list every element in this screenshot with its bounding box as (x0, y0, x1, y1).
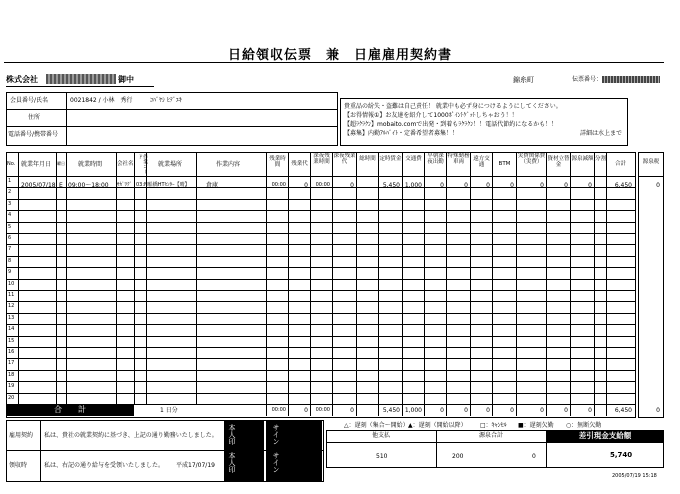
col-total: 合計 (614, 161, 626, 167)
stamp-label-2: 本人印 (228, 452, 236, 473)
net-label: 差引現金支給額 (578, 431, 632, 440)
row-number: 10 (8, 281, 15, 287)
summary-value-3: 0 (532, 453, 536, 460)
row-number: 14 (8, 326, 15, 332)
col-place: 就業場所 (158, 161, 183, 168)
col-early-late: 早朝深夜出勤 (427, 153, 444, 165)
col-transport: 交通費 (405, 156, 422, 162)
col-company: 会社名 (117, 161, 134, 167)
row-number: 11 (8, 292, 15, 298)
col-special-vehicle: 特殊勤務車両 (447, 153, 470, 165)
contract-text: 私は、貴社の就業契約に基づき、上記の通り勤務いたしました。 (44, 432, 218, 439)
col-distance-transport: 遠方交通 (473, 156, 490, 168)
row-number: 13 (8, 315, 15, 321)
totals-label: 合 計 (54, 405, 86, 414)
contract-label: 雇用契約 (9, 432, 34, 439)
member-id-label: 会員番号/氏名 (10, 97, 49, 104)
row1-company: ｻｶﾞﾜｸﾞ (117, 182, 133, 188)
row1-day: E (59, 182, 63, 189)
row1-garden: 0 (540, 182, 544, 189)
row-divider (6, 381, 635, 382)
row-divider (6, 301, 635, 302)
row1-overtime-hours: 00:00 (271, 182, 286, 188)
redacted-company-name (46, 74, 116, 84)
notice-tail: 詳細は水上まで (580, 130, 623, 137)
net-amount: 5,740 (610, 451, 633, 459)
row1-distance: 0 (486, 182, 490, 189)
tax-column (638, 152, 664, 418)
totals-total: 6,450 (614, 407, 632, 414)
row1-materials: 0 (564, 182, 568, 189)
row-divider (6, 324, 635, 325)
totals-early: 0 (440, 407, 444, 414)
row-number: 20 (8, 395, 15, 401)
col-night-overtime-pay: 深夜残業代 (333, 153, 356, 165)
row1-night-pay: 0 (350, 182, 354, 189)
row-divider (6, 336, 635, 337)
company-prefix: 株式会社 (6, 75, 38, 84)
totals-overtime-pay: 0 (304, 407, 308, 414)
row1-btm: 0 (510, 182, 514, 189)
member-kana: ｺﾊﾞﾔｼ ﾋﾃﾞﾕｷ (150, 97, 182, 104)
row1-place: 03:N船橋HTｾﾝﾀｰ【晴】 (136, 182, 190, 188)
row-number: 1 (8, 178, 12, 184)
slip-label: 伝票番号： (572, 76, 603, 83)
row-number: 12 (8, 303, 15, 309)
row-divider (6, 290, 635, 291)
document-title: 日給領収伝票 兼 日雇雇用契約書 (227, 48, 452, 63)
row-number: 5 (8, 224, 12, 230)
receipt-text: 私は、右記の通り給与を受領いたしました。 (44, 462, 165, 469)
title-rule (4, 62, 664, 63)
redacted-slip-number (602, 76, 660, 83)
col-deductions: 源泉減額 (571, 156, 594, 162)
row-divider (6, 370, 635, 371)
col-overtime-pay: 残業代 (291, 161, 308, 167)
row-divider (6, 313, 635, 314)
deduction-total-label: 源泉合計 (478, 432, 503, 439)
row-divider (6, 279, 635, 280)
col-total-hours: 総時間 (359, 156, 376, 162)
totals-materials: 0 (564, 407, 568, 414)
work-table (6, 152, 636, 418)
sign-label-2: サイン (272, 452, 280, 473)
notice-line-1: 貴重品の紛失・盗難は自己責任！ 就業中も必ず身につけるようにしてください。 (344, 103, 562, 110)
totals-garden: 0 (540, 407, 544, 414)
row-divider (6, 393, 635, 394)
totals-special: 0 (464, 407, 468, 414)
row1-base-pay: 5,450 (382, 182, 400, 189)
row-number: 16 (8, 349, 15, 355)
row1-early: 0 (440, 182, 444, 189)
row1-transport: 1,000 (404, 182, 422, 189)
row-divider (6, 256, 635, 257)
totals-transport: 1,000 (404, 407, 422, 414)
tax-header: 源泉税 (642, 159, 660, 165)
col-date: 就業年月日 (21, 161, 52, 168)
receipt-date: 平成17/07/19 (176, 462, 215, 469)
totals-night-pay: 0 (350, 407, 354, 414)
legend-late-absent: ■：遅刻欠勤 (518, 422, 554, 429)
row-divider (6, 233, 635, 234)
stamp-label-1: 本人印 (228, 424, 236, 445)
row1-night-hours: 00:00 (315, 182, 330, 188)
phone-label: 電話番号/携帯番号 (8, 131, 59, 138)
sign-label-1: サイン (272, 424, 280, 445)
legend-late-after: ▲：遅刻（開始以降） (408, 422, 467, 429)
row1-deductions: 0 (588, 182, 592, 189)
summary-value-2: 200 (452, 453, 464, 460)
row-divider (6, 347, 635, 348)
summary-value-1: 510 (376, 453, 388, 460)
totals-base-pay: 5,450 (382, 407, 400, 414)
branch-name: 錦糸町 (513, 76, 534, 84)
row1-special: 0 (464, 182, 468, 189)
address-label: 住所 (28, 114, 41, 121)
receipt-label: 領収時 (9, 462, 28, 469)
row-divider (6, 244, 635, 245)
col-split: 分割 (595, 156, 607, 162)
row1-content: 倉庫 (206, 182, 219, 189)
row-number: 15 (8, 338, 15, 344)
row-divider (6, 222, 635, 223)
member-id-value: 0021842 / 小林 秀行 (70, 97, 133, 104)
other-pay-label: 他支払 (371, 432, 390, 439)
company-underline (6, 86, 154, 87)
print-timestamp: 2005/07/19 15:18 (612, 473, 657, 479)
row1-overtime-pay: 0 (304, 182, 308, 189)
row-number: 6 (8, 235, 12, 241)
row-number: 9 (8, 269, 12, 275)
row-divider (6, 199, 635, 200)
col-garden-expenses: 実費関係費（実費） (517, 153, 546, 165)
col-overtime-hours: 残業時間 (269, 156, 286, 168)
notice-line-2: 【お得情報①】お友達を紹介して1000ﾎﾟｲﾝﾄｹﾞｯﾄしちゃおう！！ (344, 112, 518, 119)
notice-line-3: 【超ﾗｸﾗｸﾝ】mobaito.comで出発・到着もﾗｸﾗｸﾝ！！電話代節約になるかも！！ (344, 121, 558, 128)
row-divider (6, 267, 635, 268)
col-materials: 資材立替金 (547, 156, 570, 168)
totals-days: 1 日分 (160, 407, 178, 414)
row1-time: 09:00～18:00 (68, 182, 109, 189)
totals-distance: 0 (486, 407, 490, 414)
legend-late-before: △：遅刻（集合～開始） (344, 422, 409, 429)
totals-night-hours: 00:00 (315, 407, 330, 413)
col-no: No. (7, 161, 16, 167)
legend-no-show: ○：無断欠勤 (566, 422, 602, 429)
col-base-pay: 定時賃金 (379, 156, 402, 162)
col-time: 就業時間 (78, 161, 103, 168)
row-number: 18 (8, 372, 15, 378)
legend-cancel: □：ｷｬﾝｾﾙ (480, 422, 507, 429)
col-btm: BTM (498, 161, 511, 167)
totals-deductions: 0 (588, 407, 592, 414)
col-work-code: 作業コード (137, 154, 148, 174)
row-number: 7 (8, 246, 12, 252)
row-number: 8 (8, 258, 12, 264)
col-night-overtime-hours: 深夜残業時間 (313, 153, 330, 165)
totals-overtime-hours: 00:00 (271, 407, 286, 413)
row-number: 4 (8, 212, 12, 218)
row-divider (6, 210, 635, 211)
col-content: 作業内容 (216, 161, 241, 168)
row-divider (6, 358, 635, 359)
row1-tax: 0 (656, 182, 660, 189)
row-number: 19 (8, 383, 15, 389)
row-number: 3 (8, 201, 12, 207)
notice-line-4: 【募集】内勤ｱﾙﾊﾞｲﾄ・定番希望者募集！！ (344, 130, 459, 137)
row-number: 17 (8, 360, 15, 366)
row1-date: 2005/07/18 (21, 182, 56, 189)
row-number: 2 (8, 189, 12, 195)
company-suffix: 御中 (118, 75, 134, 84)
col-day: 曜日 (57, 161, 65, 166)
total-tax: 0 (656, 407, 660, 414)
row1-total: 6,450 (614, 182, 632, 189)
totals-btm: 0 (510, 407, 514, 414)
